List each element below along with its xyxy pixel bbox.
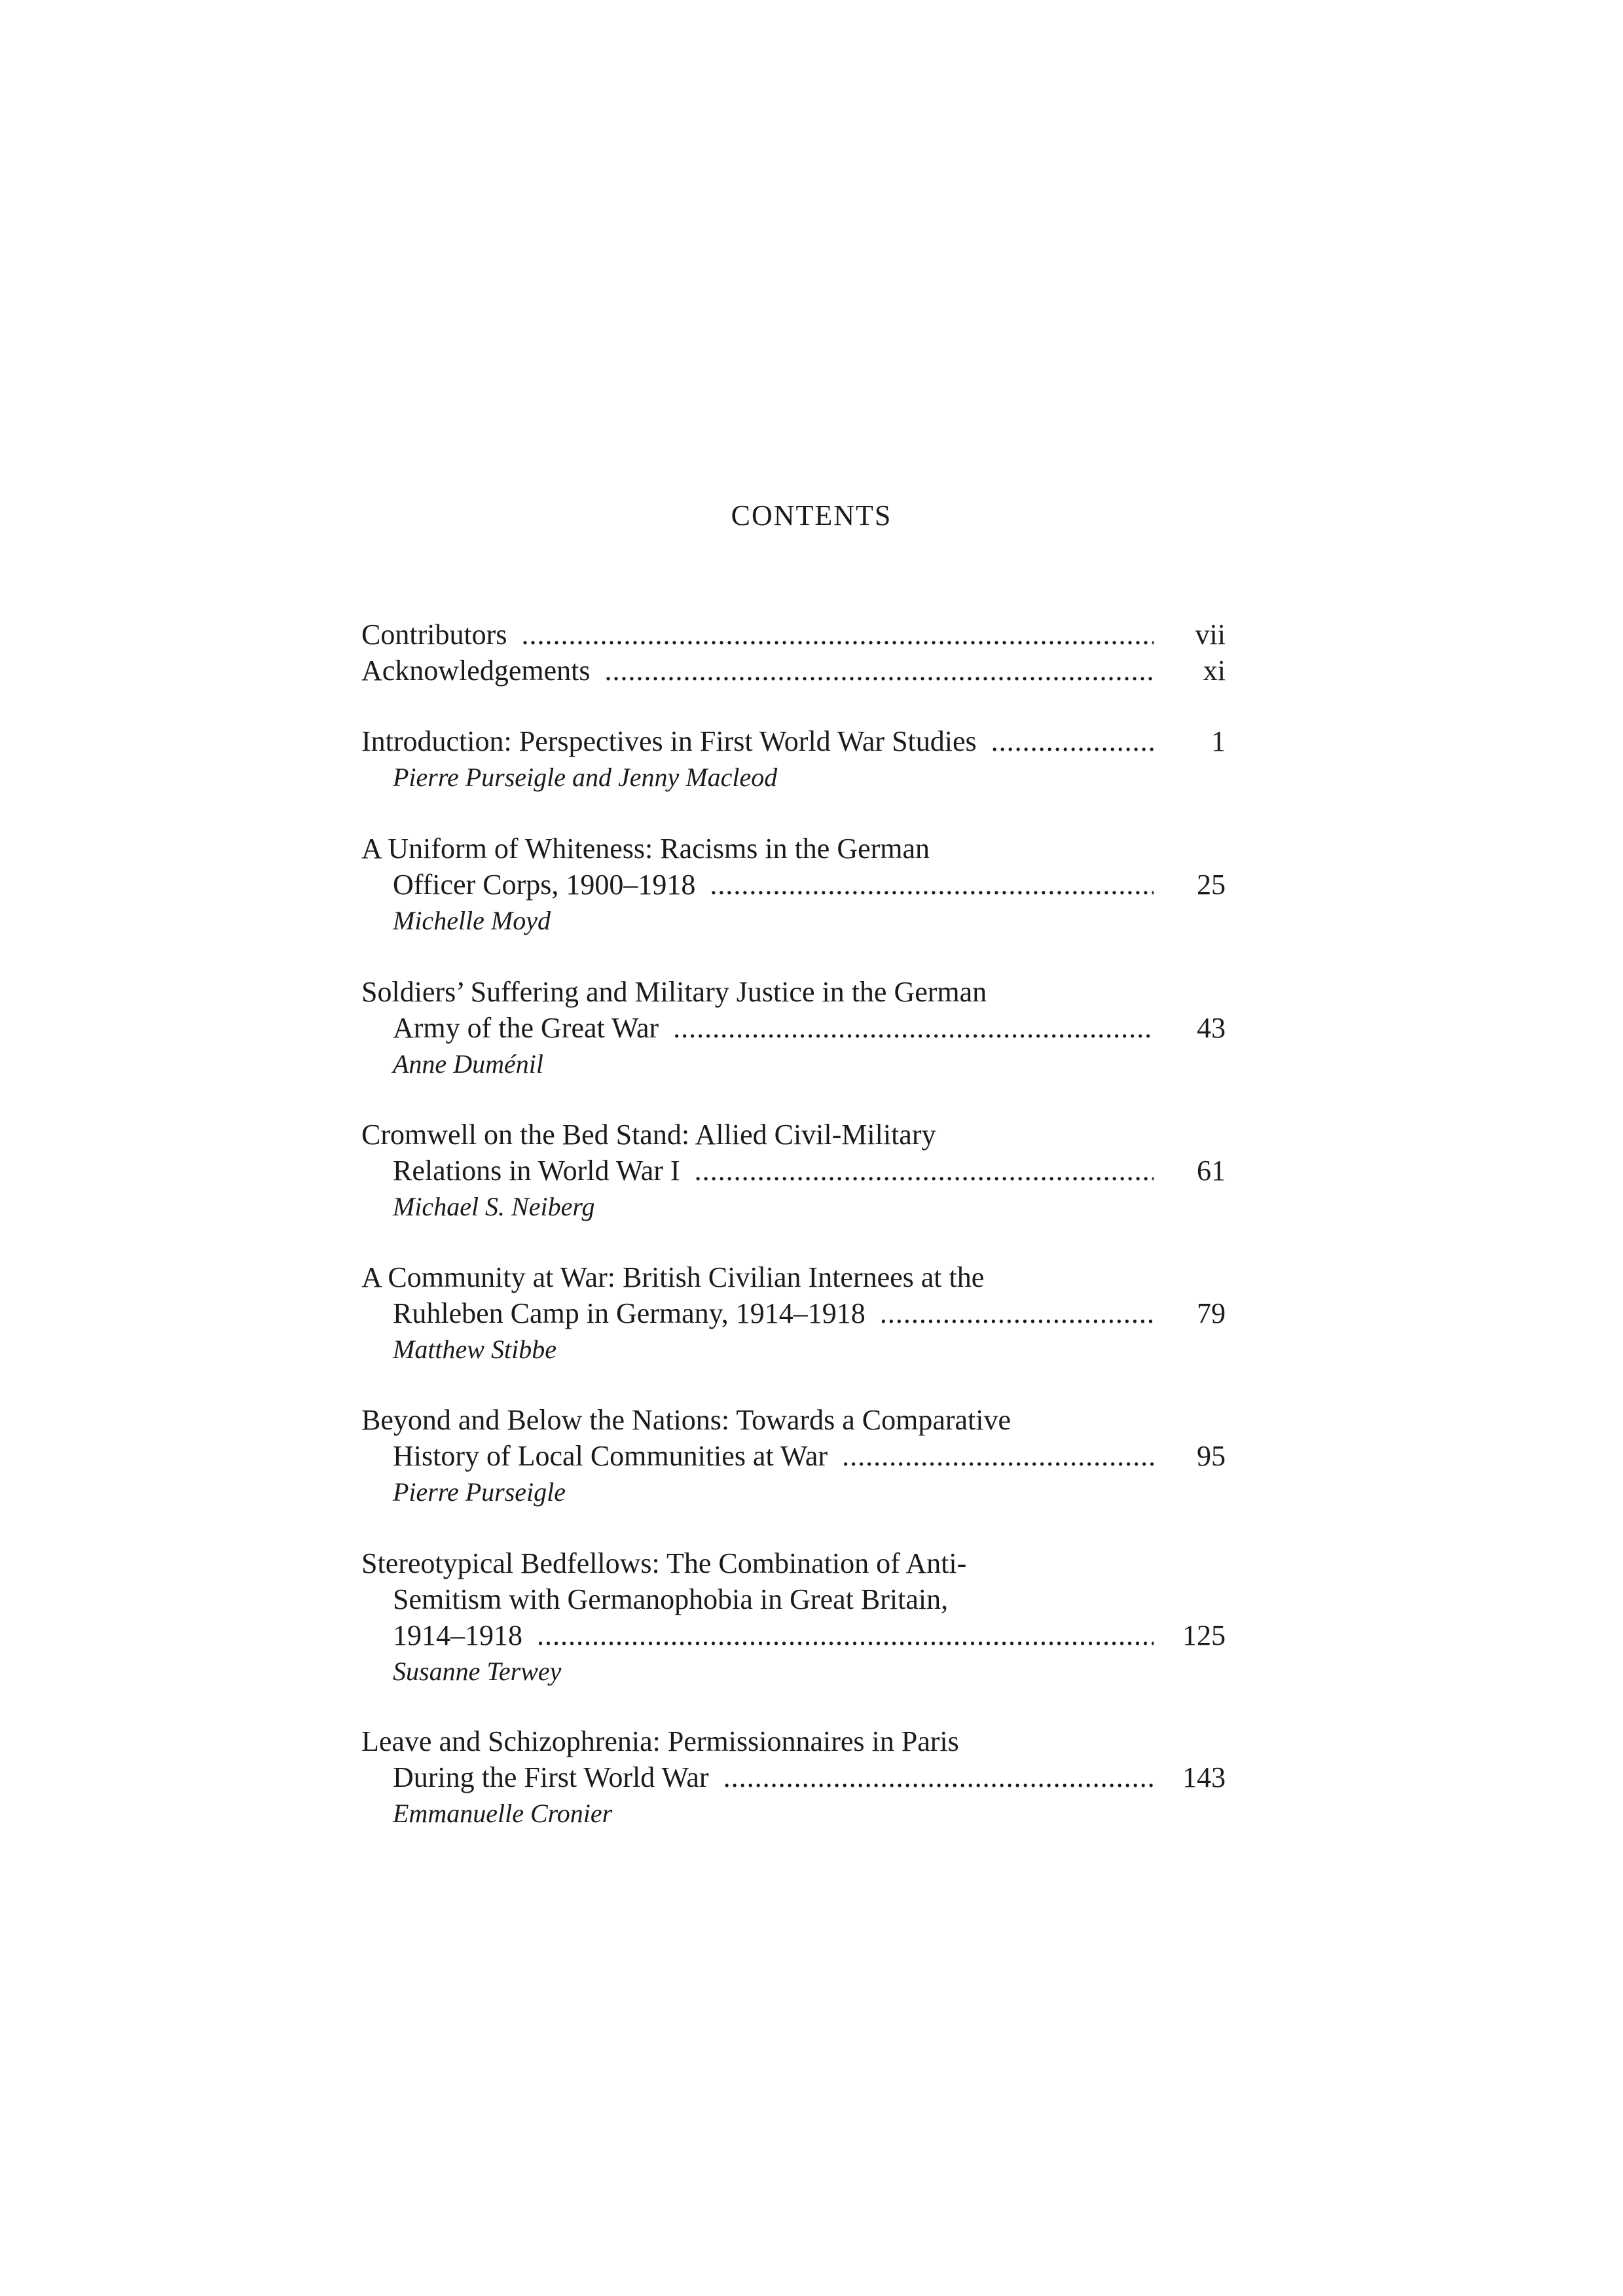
toc-entry-title: A Community at War: British Civilian Internees at the xyxy=(361,1261,985,1293)
toc-line xyxy=(361,867,1226,903)
toc-entry-title-continued: Relations in World War I xyxy=(393,1155,680,1187)
page-number: 79 xyxy=(1197,1297,1226,1329)
dot-leader xyxy=(842,1438,1154,1474)
toc-line xyxy=(361,1259,1226,1295)
toc-line xyxy=(361,831,1226,867)
toc-entry-title-continued: Ruhleben Camp in Germany, 1914–1918 xyxy=(393,1297,866,1329)
dot-leader xyxy=(521,617,1154,653)
toc-entry-title: Leave and Schizophrenia: Permissionnaires in Paris xyxy=(361,1725,959,1757)
chapter-author: Pierre Purseigle and Jenny Macleod xyxy=(393,762,778,792)
dot-leader xyxy=(723,1759,1154,1795)
toc-entry-title: A Uniform of Whiteness: Racisms in the German xyxy=(361,833,930,865)
toc-entry-stereotypical-bedfellows xyxy=(361,1545,1226,1689)
toc-entry-title-continued: 1914–1918 xyxy=(393,1619,522,1651)
chapter-author: Michelle Moyd xyxy=(393,906,551,935)
toc-entry-leave-and-schizophrenia xyxy=(361,1723,1226,1831)
dot-leader xyxy=(673,1010,1154,1046)
toc-entry-contributors xyxy=(361,617,1226,653)
dot-leader xyxy=(880,1295,1154,1331)
page-number: 125 xyxy=(1182,1619,1226,1651)
chapter-author: Michael S. Neiberg xyxy=(393,1192,595,1221)
toc-line xyxy=(361,1581,1226,1617)
dot-leader xyxy=(604,653,1154,689)
page-number: 61 xyxy=(1197,1155,1226,1187)
toc-line xyxy=(361,1153,1226,1189)
toc-line xyxy=(361,974,1226,1010)
toc-entry-title-continued: History of Local Communities at War xyxy=(393,1440,828,1472)
toc-entry-title-continued: During the First World War xyxy=(393,1761,709,1793)
toc-entry-title: Introduction: Perspectives in First World War Studies xyxy=(361,725,977,757)
dot-leader xyxy=(695,1153,1154,1189)
toc-line xyxy=(361,617,1226,653)
toc-line xyxy=(361,1617,1226,1653)
toc-entry-title-continued: Officer Corps, 1900–1918 xyxy=(393,869,696,901)
toc-entry-title: Acknowledgements xyxy=(361,655,591,687)
toc-entry-soldiers-suffering xyxy=(361,974,1226,1082)
toc-line xyxy=(361,1402,1226,1438)
chapter-author: Emmanuelle Cronier xyxy=(393,1799,613,1828)
toc-entry-acknowledgements xyxy=(361,653,1226,689)
page-number: 95 xyxy=(1197,1440,1226,1472)
chapter-author: Matthew Stibbe xyxy=(393,1335,556,1364)
toc-entry-uniform-of-whiteness xyxy=(361,831,1226,939)
toc-line xyxy=(361,653,1226,689)
page-number: 43 xyxy=(1197,1012,1226,1044)
toc-entry-title: Beyond and Below the Nations: Towards a Comparative xyxy=(361,1404,1012,1436)
toc-entry-beyond-and-below xyxy=(361,1402,1226,1510)
toc-entry-title: Stereotypical Bedfellows: The Combination of Anti- xyxy=(361,1547,967,1579)
dot-leader xyxy=(991,723,1154,759)
toc-entry-title: Soldiers’ Suffering and Military Justice in the German xyxy=(361,976,987,1008)
page-number: 25 xyxy=(1197,869,1226,901)
page-number: vii xyxy=(1195,619,1226,651)
toc-line xyxy=(361,1545,1226,1581)
toc-line xyxy=(361,1723,1226,1759)
chapter-author: Susanne Terwey xyxy=(393,1657,562,1686)
toc-entry-title: Contributors xyxy=(361,619,507,651)
toc-entry-cromwell xyxy=(361,1117,1226,1225)
dot-leader xyxy=(710,867,1154,903)
chapter-author: Pierre Purseigle xyxy=(393,1477,566,1507)
page-heading: CONTENTS xyxy=(731,499,892,531)
toc-line xyxy=(361,1117,1226,1153)
toc-line xyxy=(361,1295,1226,1331)
toc-line xyxy=(361,1010,1226,1046)
page-number: 1 xyxy=(1211,725,1226,757)
toc-line xyxy=(361,723,1226,759)
toc-entry-title-continued: Semitism with Germanophobia in Great Britain, xyxy=(393,1583,949,1615)
toc-entry-title: Cromwell on the Bed Stand: Allied Civil-Military xyxy=(361,1119,936,1151)
toc-entry-community-at-war xyxy=(361,1259,1226,1367)
toc-entry-title-continued: Army of the Great War xyxy=(393,1012,659,1044)
toc-line xyxy=(361,1759,1226,1795)
toc-line xyxy=(361,1438,1226,1474)
toc-entry-introduction xyxy=(361,723,1226,795)
dot-leader xyxy=(537,1617,1154,1653)
page-number: 143 xyxy=(1182,1761,1226,1793)
page-number: xi xyxy=(1203,655,1226,687)
chapter-author: Anne Duménil xyxy=(393,1049,543,1079)
